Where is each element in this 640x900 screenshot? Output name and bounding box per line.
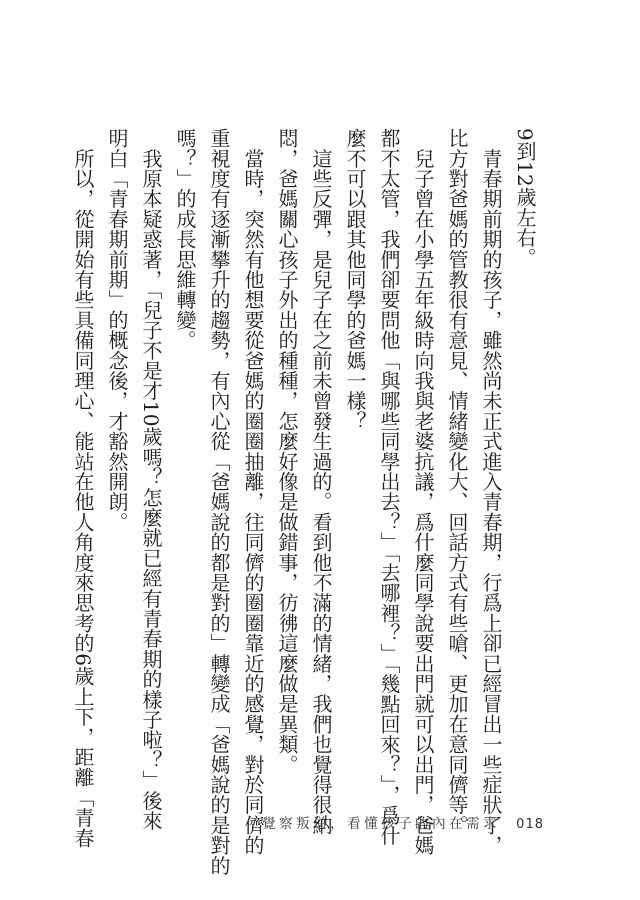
text-line: 麼不可以跟其他同學的爸媽一樣？	[343, 128, 367, 431]
text-line: 青春期前期的孩子，雖然尚未正式進入青春期，行爲上卻已經冒出一些症狀了，	[479, 128, 503, 856]
text-line: 這些反彈，是兒子在之前未曾發生過的。看到他不滿的情緒，我們也覺得很納	[309, 128, 333, 835]
page-footer	[262, 812, 544, 832]
text-line: 悶，爸媽關心孩子外出的種種，怎麼好像是做錯事，彷彿這麼做是異類。	[275, 128, 299, 775]
text-line: 嗎？」的成長思維轉變。	[173, 128, 197, 351]
text-line: 兒子曾在小學五年級時向我與老婆抗議，爲什麼同學說要出門就可以出門，爸媽	[411, 128, 435, 856]
text-line: 比方對爸媽的管教很有意見、情緒變化大、回話方式有些嗆、更加在意同儕等。	[445, 128, 469, 835]
running-title: 覺察叛逆，看懂孩子的內在需求	[262, 816, 501, 832]
text-line: 我原本疑惑著，「兒子不是才10歲嗎？怎麼就已經有青春期的樣子啦？」後來	[139, 128, 163, 831]
text-line: 所以，從開始有些具備同理心、能站在他人角度來思考的6歲上下，距離「青春	[71, 128, 95, 848]
page-number: 018	[516, 817, 544, 832]
text-line: 都不太管，我們卻要問他「與哪些同學出去？」「去哪裡？」「幾點回來？」，爲什	[377, 128, 401, 846]
text-line: 當時，突然有他想要從爸媽的圈圈抽離，往同儕的圈圈靠近的感覺，對於同儕的	[241, 128, 265, 856]
text-line: 重視度有逐漸攀升的趨勢，有內心從「爸媽說的都是對的」轉變成「爸媽說的是對的	[207, 128, 231, 876]
text-line: 9到12歲左右。	[513, 128, 537, 268]
text-line: 明白「青春期前期」的概念後，才豁然開朗。	[105, 128, 129, 532]
